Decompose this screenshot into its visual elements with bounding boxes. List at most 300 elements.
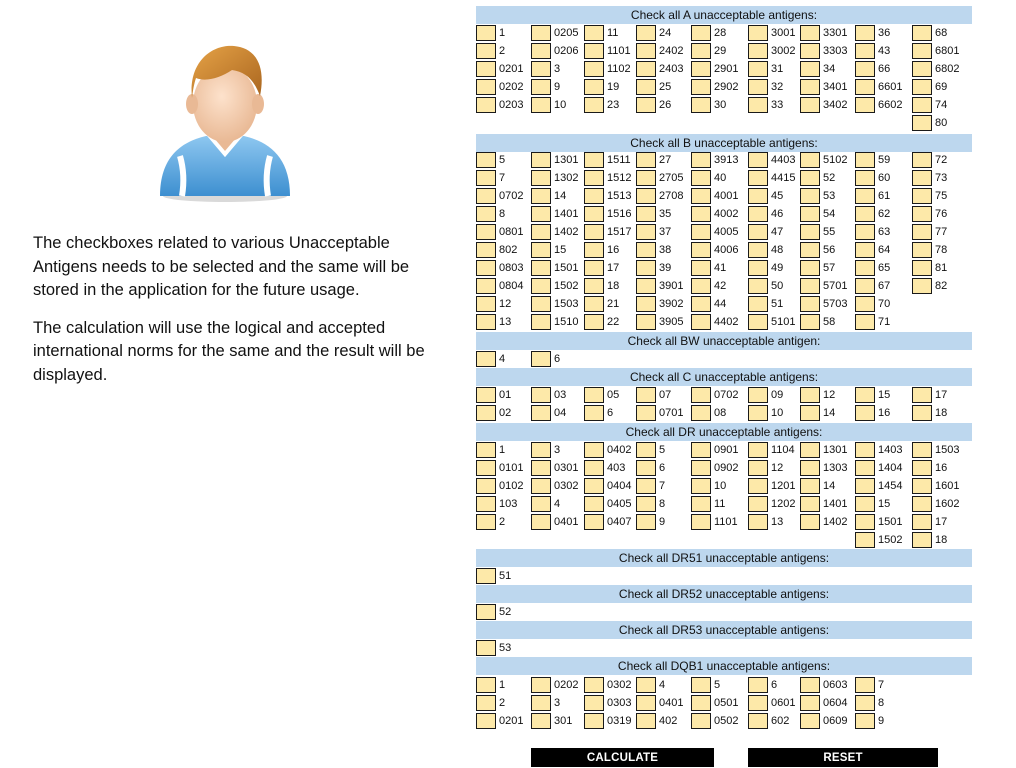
checkbox-b-1511[interactable]	[584, 152, 604, 168]
checkbox-a-6602[interactable]	[855, 97, 875, 113]
checkbox-dqb1-7[interactable]	[855, 677, 875, 693]
checkbox-dr-1[interactable]	[476, 442, 496, 458]
checkbox-c-09[interactable]	[748, 387, 768, 403]
checkbox-b-0804[interactable]	[476, 278, 496, 294]
checkbox-b-60[interactable]	[855, 170, 875, 186]
checkbox-a-2902[interactable]	[691, 79, 711, 95]
checkbox-dr-0405[interactable]	[584, 496, 604, 512]
antigen-label: 0502	[714, 715, 739, 727]
antigen-label: 0407	[607, 516, 632, 528]
checkbox-b-27[interactable]	[636, 152, 656, 168]
checkbox-b-4006[interactable]	[691, 242, 711, 258]
checkbox-b-21[interactable]	[584, 296, 604, 312]
checkbox-a-36[interactable]	[855, 25, 875, 41]
section-header-dqb1[interactable]: Check all DQB1 unacceptable antigens:	[476, 657, 972, 675]
antigen-label: 44	[714, 298, 727, 310]
checkbox-a-6802[interactable]	[912, 61, 932, 77]
checkbox-a-3402[interactable]	[800, 97, 820, 113]
checkbox-dr-0301[interactable]	[531, 460, 551, 476]
section-header-bw[interactable]: Check all BW unacceptable antigen:	[476, 332, 972, 350]
checkbox-a-0203[interactable]	[476, 97, 496, 113]
antigen-label: 2403	[659, 63, 684, 75]
antigen-label: 76	[935, 208, 948, 220]
checkbox-c-12[interactable]	[800, 387, 820, 403]
antigen-label: 03	[554, 389, 567, 401]
checkbox-b-802[interactable]	[476, 242, 496, 258]
checkbox-c-18[interactable]	[912, 405, 932, 421]
antigen-label: 1402	[823, 516, 848, 528]
checkbox-b-1516[interactable]	[584, 206, 604, 222]
checkbox-a-26[interactable]	[636, 97, 656, 113]
checkbox-bw-4[interactable]	[476, 351, 496, 367]
checkbox-c-0702[interactable]	[691, 387, 711, 403]
checkbox-b-47[interactable]	[748, 224, 768, 240]
checkbox-b-12[interactable]	[476, 296, 496, 312]
checkbox-b-5703[interactable]	[800, 296, 820, 312]
checkbox-b-15[interactable]	[531, 242, 551, 258]
checkbox-b-5[interactable]	[476, 152, 496, 168]
checkbox-dr-0902[interactable]	[691, 460, 711, 476]
antigen-label: 24	[659, 27, 672, 39]
checkbox-dr-103[interactable]	[476, 496, 496, 512]
checkbox-a-9[interactable]	[531, 79, 551, 95]
checkbox-a-74[interactable]	[912, 97, 932, 113]
checkbox-b-58[interactable]	[800, 314, 820, 330]
checkbox-b-35[interactable]	[636, 206, 656, 222]
checkbox-a-24[interactable]	[636, 25, 656, 41]
checkbox-dr-1201[interactable]	[748, 478, 768, 494]
checkbox-dqb1-9[interactable]	[855, 713, 875, 729]
antigen-label: 73	[935, 172, 948, 184]
checkbox-c-08[interactable]	[691, 405, 711, 421]
checkbox-b-4005[interactable]	[691, 224, 711, 240]
checkbox-a-3301[interactable]	[800, 25, 820, 41]
checkbox-b-14[interactable]	[531, 188, 551, 204]
antigen-label: 11	[714, 498, 726, 510]
checkbox-a-80[interactable]	[912, 115, 932, 131]
checkbox-b-82[interactable]	[912, 278, 932, 294]
checkbox-c-01[interactable]	[476, 387, 496, 403]
antigen-label: 18	[607, 280, 620, 292]
checkbox-dqb1-0202[interactable]	[531, 677, 551, 693]
checkbox-dqb1-0401[interactable]	[636, 695, 656, 711]
antigen-label: 1502	[554, 280, 579, 292]
antigen-label: 1403	[878, 444, 903, 456]
checkbox-a-68[interactable]	[912, 25, 932, 41]
antigen-label: 0302	[554, 480, 579, 492]
checkbox-dr-0302[interactable]	[531, 478, 551, 494]
checkbox-b-56[interactable]	[800, 242, 820, 258]
section-header-c[interactable]: Check all C unacceptable antigens:	[476, 368, 972, 386]
checkbox-dr-13[interactable]	[748, 514, 768, 530]
checkbox-a-1102[interactable]	[584, 61, 604, 77]
checkbox-b-75[interactable]	[912, 188, 932, 204]
checkbox-b-1503[interactable]	[531, 296, 551, 312]
checkbox-b-67[interactable]	[855, 278, 875, 294]
checkbox-dr-12[interactable]	[748, 460, 768, 476]
checkbox-b-17[interactable]	[584, 260, 604, 276]
antigen-label: 3902	[659, 298, 684, 310]
checkbox-b-72[interactable]	[912, 152, 932, 168]
checkbox-dr-1402[interactable]	[800, 514, 820, 530]
checkbox-c-05[interactable]	[584, 387, 604, 403]
checkbox-b-13[interactable]	[476, 314, 496, 330]
antigen-label: 05	[607, 389, 620, 401]
checkbox-c-04[interactable]	[531, 405, 551, 421]
checkbox-a-29[interactable]	[691, 43, 711, 59]
checkbox-b-1302[interactable]	[531, 170, 551, 186]
checkbox-dr-1301[interactable]	[800, 442, 820, 458]
antigen-label: 0902	[714, 462, 739, 474]
antigen-label: 1516	[607, 208, 632, 220]
checkbox-dqb1-0501[interactable]	[691, 695, 711, 711]
checkbox-c-10[interactable]	[748, 405, 768, 421]
antigen-label: 8	[878, 697, 885, 709]
antigen-label: 21	[607, 298, 620, 310]
antigen-label: 1513	[607, 190, 632, 202]
checkbox-a-11[interactable]	[584, 25, 604, 41]
checkbox-c-6[interactable]	[584, 405, 604, 421]
checkbox-b-1517[interactable]	[584, 224, 604, 240]
checkbox-b-46[interactable]	[748, 206, 768, 222]
checkbox-dqb1-3[interactable]	[531, 695, 551, 711]
antigen-label: 70	[878, 298, 891, 310]
checkbox-b-59[interactable]	[855, 152, 875, 168]
checkbox-b-4001[interactable]	[691, 188, 711, 204]
antigen-label: 1510	[554, 316, 579, 328]
checkbox-b-40[interactable]	[691, 170, 711, 186]
reset-button[interactable]: RESET	[748, 748, 938, 767]
checkbox-a-2[interactable]	[476, 43, 496, 59]
checkbox-a-3002[interactable]	[748, 43, 768, 59]
checkbox-dr-1601[interactable]	[912, 478, 932, 494]
checkbox-b-4002[interactable]	[691, 206, 711, 222]
antigen-label: 6601	[878, 81, 903, 93]
checkbox-dr53-53[interactable]	[476, 640, 496, 656]
checkbox-dr-5[interactable]	[636, 442, 656, 458]
section-header-dr[interactable]: Check all DR unacceptable antigens:	[476, 423, 972, 441]
checkbox-b-4402[interactable]	[691, 314, 711, 330]
checkbox-dr-4[interactable]	[531, 496, 551, 512]
checkbox-dqb1-0604[interactable]	[800, 695, 820, 711]
checkbox-b-49[interactable]	[748, 260, 768, 276]
checkbox-dr-7[interactable]	[636, 478, 656, 494]
antigen-label: 0206	[554, 45, 579, 57]
checkbox-b-18[interactable]	[584, 278, 604, 294]
antigen-label: 19	[607, 81, 620, 93]
checkbox-c-07[interactable]	[636, 387, 656, 403]
checkbox-b-3902[interactable]	[636, 296, 656, 312]
antigen-label: 0901	[714, 444, 739, 456]
checkbox-b-5701[interactable]	[800, 278, 820, 294]
checkbox-dr-0404[interactable]	[584, 478, 604, 494]
checkbox-a-66[interactable]	[855, 61, 875, 77]
checkbox-c-0701[interactable]	[636, 405, 656, 421]
checkbox-b-5102[interactable]	[800, 152, 820, 168]
antigen-label: 0202	[499, 81, 524, 93]
checkbox-dqb1-4[interactable]	[636, 677, 656, 693]
checkbox-dqb1-0609[interactable]	[800, 713, 820, 729]
checkbox-dr-0102[interactable]	[476, 478, 496, 494]
checkbox-b-53[interactable]	[800, 188, 820, 204]
checkbox-b-61[interactable]	[855, 188, 875, 204]
antigen-label: 5	[714, 679, 721, 691]
checkbox-dqb1-5[interactable]	[691, 677, 711, 693]
checkbox-dr-3[interactable]	[531, 442, 551, 458]
section-header-dr51[interactable]: Check all DR51 unacceptable antigens:	[476, 549, 972, 567]
checkbox-c-17[interactable]	[912, 387, 932, 403]
antigen-label: 55	[823, 226, 836, 238]
antigen-label: 17	[935, 389, 948, 401]
checkbox-a-0202[interactable]	[476, 79, 496, 95]
checkbox-c-15[interactable]	[855, 387, 875, 403]
checkbox-b-8[interactable]	[476, 206, 496, 222]
checkbox-c-02[interactable]	[476, 405, 496, 421]
checkbox-b-65[interactable]	[855, 260, 875, 276]
checkbox-b-63[interactable]	[855, 224, 875, 240]
checkbox-b-3905[interactable]	[636, 314, 656, 330]
antigen-label: 5701	[823, 280, 848, 292]
antigen-label: 0803	[499, 262, 524, 274]
checkbox-b-16[interactable]	[584, 242, 604, 258]
checkbox-dr-8[interactable]	[636, 496, 656, 512]
checkbox-dqb1-6[interactable]	[748, 677, 768, 693]
checkbox-dqb1-0302[interactable]	[584, 677, 604, 693]
checkbox-dqb1-0201[interactable]	[476, 713, 496, 729]
antigen-label: 15	[554, 244, 567, 256]
checkbox-b-44[interactable]	[691, 296, 711, 312]
checkbox-dr51-51[interactable]	[476, 568, 496, 584]
checkbox-a-25[interactable]	[636, 79, 656, 95]
checkbox-b-51[interactable]	[748, 296, 768, 312]
checkbox-b-45[interactable]	[748, 188, 768, 204]
checkbox-a-34[interactable]	[800, 61, 820, 77]
checkbox-a-23[interactable]	[584, 97, 604, 113]
checkbox-b-1501[interactable]	[531, 260, 551, 276]
checkbox-b-0702[interactable]	[476, 188, 496, 204]
checkbox-a-28[interactable]	[691, 25, 711, 41]
checkbox-dr-1503[interactable]	[912, 442, 932, 458]
checkbox-dr-1403[interactable]	[855, 442, 875, 458]
checkbox-a-3[interactable]	[531, 61, 551, 77]
checkbox-dr-2[interactable]	[476, 514, 496, 530]
calculate-button[interactable]: CALCULATE	[531, 748, 714, 767]
checkbox-dr-17[interactable]	[912, 514, 932, 530]
checkbox-dr-1454[interactable]	[855, 478, 875, 494]
checkbox-a-3303[interactable]	[800, 43, 820, 59]
checkbox-a-19[interactable]	[584, 79, 604, 95]
checkbox-dr-0407[interactable]	[584, 514, 604, 530]
checkbox-c-14[interactable]	[800, 405, 820, 421]
checkbox-dqb1-2[interactable]	[476, 695, 496, 711]
antigen-label: 31	[771, 63, 784, 75]
checkbox-c-03[interactable]	[531, 387, 551, 403]
antigen-label: 4403	[771, 154, 796, 166]
checkbox-a-31[interactable]	[748, 61, 768, 77]
checkbox-b-73[interactable]	[912, 170, 932, 186]
checkbox-b-3901[interactable]	[636, 278, 656, 294]
checkbox-dr-1202[interactable]	[748, 496, 768, 512]
checkbox-a-6601[interactable]	[855, 79, 875, 95]
checkbox-b-2705[interactable]	[636, 170, 656, 186]
checkbox-a-0201[interactable]	[476, 61, 496, 77]
antigen-label: 46	[771, 208, 784, 220]
section-header-dr52[interactable]: Check all DR52 unacceptable antigens:	[476, 585, 972, 603]
checkbox-b-7[interactable]	[476, 170, 496, 186]
checkbox-b-1502[interactable]	[531, 278, 551, 294]
checkbox-bw-6[interactable]	[531, 351, 551, 367]
checkbox-b-52[interactable]	[800, 170, 820, 186]
antigen-label: 42	[714, 280, 727, 292]
antigen-label: 0203	[499, 99, 524, 111]
checkbox-dr-1502[interactable]	[855, 532, 875, 548]
checkbox-b-4403[interactable]	[748, 152, 768, 168]
checkbox-b-4415[interactable]	[748, 170, 768, 186]
antigen-label: 4002	[714, 208, 739, 220]
checkbox-dr-14[interactable]	[800, 478, 820, 494]
checkbox-a-0206[interactable]	[531, 43, 551, 59]
checkbox-dr-1303[interactable]	[800, 460, 820, 476]
antigen-label: 1	[499, 27, 506, 39]
checkbox-b-1402[interactable]	[531, 224, 551, 240]
antigen-label: 78	[935, 244, 948, 256]
antigen-label: 53	[823, 190, 836, 202]
checkbox-dr-1501[interactable]	[855, 514, 875, 530]
checkbox-b-37[interactable]	[636, 224, 656, 240]
checkbox-b-41[interactable]	[691, 260, 711, 276]
checkbox-b-1301[interactable]	[531, 152, 551, 168]
checkbox-b-77[interactable]	[912, 224, 932, 240]
checkbox-a-1[interactable]	[476, 25, 496, 41]
checkbox-b-42[interactable]	[691, 278, 711, 294]
checkbox-dqb1-402[interactable]	[636, 713, 656, 729]
checkbox-b-0803[interactable]	[476, 260, 496, 276]
checkbox-dr-10[interactable]	[691, 478, 711, 494]
checkbox-b-48[interactable]	[748, 242, 768, 258]
antigen-label: 3401	[823, 81, 848, 93]
checkbox-b-0801[interactable]	[476, 224, 496, 240]
checkbox-dr-0901[interactable]	[691, 442, 711, 458]
checkbox-b-81[interactable]	[912, 260, 932, 276]
checkbox-b-70[interactable]	[855, 296, 875, 312]
checkbox-dr-1602[interactable]	[912, 496, 932, 512]
checkbox-a-32[interactable]	[748, 79, 768, 95]
antigen-label: 1303	[823, 462, 848, 474]
checkbox-dr-0402[interactable]	[584, 442, 604, 458]
checkbox-dqb1-0303[interactable]	[584, 695, 604, 711]
checkbox-b-1510[interactable]	[531, 314, 551, 330]
checkbox-dqb1-0601[interactable]	[748, 695, 768, 711]
antigen-label: 5101	[771, 316, 796, 328]
checkbox-a-6801[interactable]	[912, 43, 932, 59]
checkbox-a-30[interactable]	[691, 97, 711, 113]
checkbox-b-57[interactable]	[800, 260, 820, 276]
checkbox-dr-16[interactable]	[912, 460, 932, 476]
section-header-dr53[interactable]: Check all DR53 unacceptable antigens:	[476, 621, 972, 639]
checkbox-dr-1104[interactable]	[748, 442, 768, 458]
checkbox-dqb1-8[interactable]	[855, 695, 875, 711]
checkbox-c-16[interactable]	[855, 405, 875, 421]
checkbox-dqb1-301[interactable]	[531, 713, 551, 729]
antigen-label: 0303	[607, 697, 632, 709]
antigen-label: 9	[659, 516, 666, 528]
checkbox-dqb1-602[interactable]	[748, 713, 768, 729]
checkbox-b-50[interactable]	[748, 278, 768, 294]
antigen-label: 48	[771, 244, 784, 256]
checkbox-b-54[interactable]	[800, 206, 820, 222]
checkbox-a-3401[interactable]	[800, 79, 820, 95]
checkbox-a-10[interactable]	[531, 97, 551, 113]
checkbox-dqb1-0319[interactable]	[584, 713, 604, 729]
checkbox-dr-1401[interactable]	[800, 496, 820, 512]
checkbox-a-3001[interactable]	[748, 25, 768, 41]
section-header-b[interactable]: Check all B unacceptable antigens:	[476, 134, 972, 152]
checkbox-b-55[interactable]	[800, 224, 820, 240]
checkbox-b-2708[interactable]	[636, 188, 656, 204]
checkbox-b-78[interactable]	[912, 242, 932, 258]
checkbox-b-1513[interactable]	[584, 188, 604, 204]
checkbox-a-2901[interactable]	[691, 61, 711, 77]
antigen-label: 6802	[935, 63, 960, 75]
antigen-label: 3301	[823, 27, 848, 39]
antigen-label: 3	[554, 444, 561, 456]
checkbox-b-62[interactable]	[855, 206, 875, 222]
checkbox-dr-6[interactable]	[636, 460, 656, 476]
checkbox-b-38[interactable]	[636, 242, 656, 258]
checkbox-dr-9[interactable]	[636, 514, 656, 530]
checkbox-a-43[interactable]	[855, 43, 875, 59]
checkbox-dqb1-0603[interactable]	[800, 677, 820, 693]
checkbox-a-33[interactable]	[748, 97, 768, 113]
checkbox-a-2403[interactable]	[636, 61, 656, 77]
checkbox-b-3913[interactable]	[691, 152, 711, 168]
antigen-label: 4001	[714, 190, 739, 202]
checkbox-dr-0401[interactable]	[531, 514, 551, 530]
checkbox-dqb1-0502[interactable]	[691, 713, 711, 729]
section-header-a[interactable]: Check all A unacceptable antigens:	[476, 6, 972, 24]
checkbox-b-71[interactable]	[855, 314, 875, 330]
checkbox-dr-18[interactable]	[912, 532, 932, 548]
checkbox-a-2402[interactable]	[636, 43, 656, 59]
checkbox-b-64[interactable]	[855, 242, 875, 258]
antigen-label: 0402	[607, 444, 632, 456]
antigen-label: 403	[607, 462, 626, 474]
checkbox-dr-0101[interactable]	[476, 460, 496, 476]
checkbox-a-0205[interactable]	[531, 25, 551, 41]
checkbox-dr-15[interactable]	[855, 496, 875, 512]
checkbox-b-76[interactable]	[912, 206, 932, 222]
checkbox-b-1401[interactable]	[531, 206, 551, 222]
antigen-label: 09	[771, 389, 784, 401]
checkbox-b-1512[interactable]	[584, 170, 604, 186]
checkbox-dqb1-1[interactable]	[476, 677, 496, 693]
checkbox-b-22[interactable]	[584, 314, 604, 330]
checkbox-a-69[interactable]	[912, 79, 932, 95]
antigen-label: 10	[554, 99, 567, 111]
checkbox-dr-1404[interactable]	[855, 460, 875, 476]
checkbox-dr-1101[interactable]	[691, 514, 711, 530]
antigen-label: 0401	[659, 697, 684, 709]
checkbox-dr-403[interactable]	[584, 460, 604, 476]
checkbox-dr-11[interactable]	[691, 496, 711, 512]
checkbox-dr52-52[interactable]	[476, 604, 496, 620]
checkbox-b-39[interactable]	[636, 260, 656, 276]
antigen-label: 602	[771, 715, 790, 727]
antigen-label: 0401	[554, 516, 579, 528]
checkbox-b-5101[interactable]	[748, 314, 768, 330]
checkbox-a-1101[interactable]	[584, 43, 604, 59]
antigen-label: 51	[499, 570, 512, 582]
